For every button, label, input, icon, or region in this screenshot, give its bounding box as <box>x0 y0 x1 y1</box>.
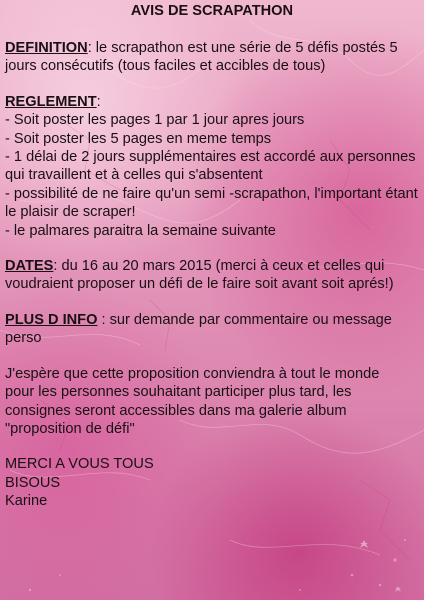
dates-text: : du 16 au 20 mars 2015 (merci à ceux et celles qui voudraient proposer un défi de le faire soit avant soit aprés!) <box>5 258 394 293</box>
info-heading: PLUS D INFO <box>5 311 98 328</box>
signoff-bisous: BISOUS <box>5 474 61 491</box>
reglement-line-1: - Soit poster les pages 1 par 1 jour apres jours <box>5 112 305 129</box>
reglement-line-3: - 1 délai de 2 jours supplémentaires est accordé aux personnes qui travaillent et à celles qui s'absentent <box>5 149 416 184</box>
reglement-line-2: - Soit poster les 5 pages en meme temps <box>5 130 272 147</box>
page-title: AVIS DE SCRAPATHON <box>130 3 294 19</box>
info-text: : sur demande par commentaire ou message perso <box>5 311 392 347</box>
definition-heading: DEFINITION <box>5 40 88 56</box>
reglement-heading: REGLEMENT <box>5 93 97 110</box>
reglement-line-5: - le palmares paraitra la semaine suivante <box>5 222 276 239</box>
signoff-thanks: MERCI A VOUS TOUS <box>5 456 154 473</box>
flower-icon <box>395 586 401 592</box>
reglement-heading-line <box>5 93 419 111</box>
definition-section <box>5 39 419 76</box>
dates-heading: DATES <box>5 258 54 275</box>
info-section <box>5 311 419 348</box>
closing-line-1: J'espère que cette proposition conviendra à tout le monde <box>5 365 380 382</box>
signoff-name: Karine <box>5 493 48 510</box>
dates-section <box>5 257 419 294</box>
definition-text: : le scrapathon est une série de 5 défis postés 5 jours consécutifs (tous faciles et accibles de tous) <box>5 40 398 75</box>
reglement-separator: : <box>96 93 101 110</box>
flower-icon <box>360 540 368 548</box>
closing-line-2: pour les personnes souhaitant participer plus tard, les consignes seront accessibles dans ma galerie album "proposition de défi" <box>5 384 352 437</box>
reglement-line-4: - possibilité de ne faire qu'un semi -scrapathon, l'important étant le plaisir de scraper! <box>5 185 418 221</box>
notice-document <box>5 0 419 511</box>
